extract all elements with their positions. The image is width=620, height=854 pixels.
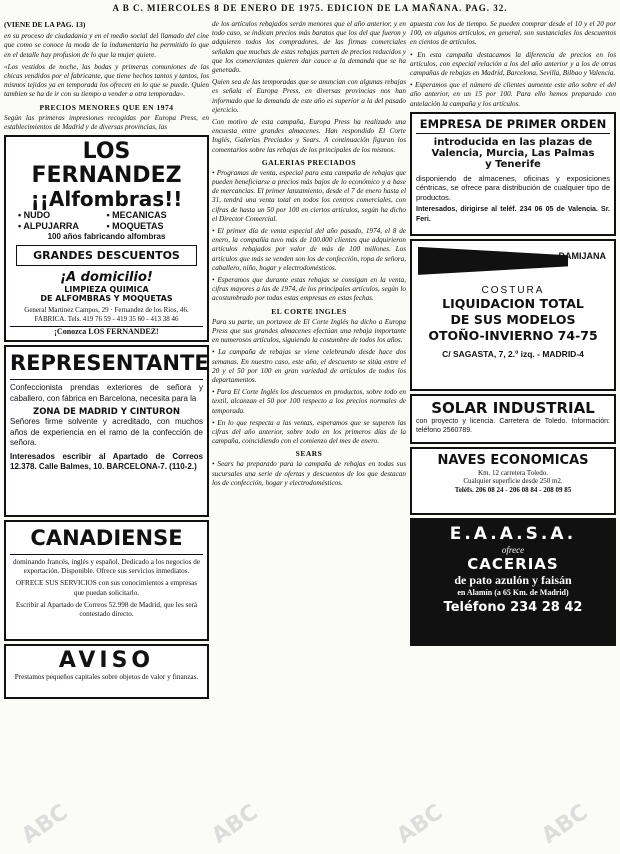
column-left (4, 20, 209, 702)
ad-items (10, 210, 203, 232)
article-paragraph: Quien sea de las temporadas que se anuncian con algunas rebajas es señala el Europa Press, en diversas provincias nos han informado que la demanda de este año es superior a la del pasado ejercicio. (212, 78, 406, 114)
article-paragraph: Según las primeras impresiones recogidas por Europa Press, en establecimientos de Madrid y de diversas provincias, las (4, 113, 209, 131)
article-paragraph: Para su parte, un portavoz de El Corte Inglés ha dicho a Europa Press que sus grandes almacenes efectúan una rebaja importante en numerosos artículos, siguiendo la costumbre de todos los años. (212, 317, 406, 345)
ad-title: REPRESENTANTE (10, 351, 209, 376)
ad-line: y Tenerife (485, 158, 541, 170)
article-paragraph: • Esperamos que el número de clientes aumente este año sobre el del año anterior, en un 15 por 100. Para ello hemos preparado con antelación la campaña y los artículos. (410, 81, 616, 108)
article-paragraph: • La campaña de rebajas se viene celebrando desde hace dos semanas. En nuestro caso, este año, el descuento se sitúa entre el 20 y el 50 por 100 en gran variedad de artículos de todos los departamentos. (212, 348, 406, 384)
ad-item: • NUDO (18, 210, 51, 221)
ad-service: LIMPIEZA QUIMICA (64, 285, 149, 295)
watermark: ABC (392, 799, 448, 850)
ad-text: Señores firme solvente y acreditado, con muchos años de experiencia en el ramo de la confección de señora. (10, 417, 203, 448)
ad-text: OFRECE SUS SERVICIOS con sus conocimientos a empresas que puedan solicitarlo. (15, 579, 198, 597)
article-paragraph: de los artículos rebajados serán menores que el año anterior, y en todo caso, se indican precios más baratos que los del que fueron y adquieren todos los compradores, de las firmas comerciales señalan que muchas de estas rebajas parten de precios reducidos y que los comerciantes quieren dar cauce a la demanda que se ha generado. (212, 20, 406, 75)
brand-logo-shape (418, 247, 568, 275)
ad-subtitle: ¡¡Alfombras!! (30, 187, 183, 212)
continued-label: (VIENE DE LA PAG. 13) (4, 20, 86, 29)
column-right (410, 20, 616, 649)
ad-line: LIQUIDACION TOTAL (442, 295, 584, 311)
ad-line: Cualquier superficie desde 250 m2. (463, 477, 563, 486)
ad-title: CANADIENSE (30, 526, 183, 551)
ad-aviso (4, 644, 209, 699)
ad-line: Km. 12 carretera Toledo. (478, 468, 548, 477)
section-heading: GALERIAS PRECIADOS (261, 157, 357, 167)
ad-address: General Martinez Campos, 29 · Fernandez de los Rios, 46. FABRICA. Tels. 419 76 59 - 419 35 60 - 413 38 46 (24, 306, 189, 323)
ad-phone: Teléfono 234 28 42 (443, 599, 583, 615)
ad-naves (410, 447, 616, 515)
ad-line: COSTURA (481, 284, 545, 296)
section-heading: EL CORTE INGLES (271, 306, 347, 316)
ad-line: en Alamín (a 65 Km. de Madrid) (457, 587, 569, 597)
ad-phones: Teléfs. 206 08 24 - 206 08 84 - 208 09 85 (454, 486, 572, 495)
ad-representante (4, 345, 209, 517)
ad-item: • ALPUJARRA (18, 221, 79, 232)
ad-slogan: ¡Conozca LOS FERNANDEZ! (10, 326, 203, 336)
ad-line: introducida en las plazas de (433, 136, 593, 148)
ad-text: Confeccionista prendas exteriores de señora y caballero, con fábrica en Barcelona, necesita para la (10, 383, 203, 403)
article-paragraph: • En esta campaña destacamos la diferencia de precios en los artículos, con especial relación a los del año anterior y a los de otras campañas de rebajas en Madrid, Barcelona, Sevilla, Bilbao y Valencia. (410, 50, 616, 78)
ad-eaasa (410, 518, 616, 646)
ad-item: • MECANICAS (106, 210, 167, 221)
ad-title: EMPRESA DE PRIMER ORDEN (416, 117, 610, 134)
ad-title: E.A.A.S.A. (449, 523, 577, 544)
ad-line: CACERIAS (467, 554, 559, 573)
ad-promo: GRANDES DESCUENTOS (16, 245, 197, 266)
ad-title: LOS FERNANDEZ (31, 139, 182, 189)
article-paragraph: • Para El Corte Inglés los descuentos en productos, sobre todo en textil, alcanzan el 50 por 100 respecto a los precios normales de temporada. (212, 388, 406, 415)
column-middle (212, 20, 406, 491)
ad-line: OTOÑO-INVIERNO 74-75 (428, 327, 598, 343)
article-paragraph: • El primer día de venta especial del año pasado, 1974, el 8 de enero, la compañía tuvo más de 100.000 clientes que adquirieron artículos rebajados por valor de más de 100 millones. Los artículos que más se venden son los de confección, ropa de señora, caballero, niño, hogar y electrodomésticos. (212, 227, 406, 272)
ad-title: SOLAR INDUSTRIAL (431, 398, 595, 417)
ad-domicilio: ¡A domicilio! (60, 270, 153, 286)
ad-text: disponiendo de almacenes, oficinas y exposiciones céntricas, se ofrece para distribución de cualquier tipo de productos. (416, 173, 610, 202)
section-heading: SEARS (295, 449, 323, 459)
ad-empresa (410, 112, 616, 236)
article-paragraph: • Esperamos que durante estas rebajas se consigan en la venta, cifras mayores a las de 1974, de los principales artículos, según lo acostumbrado por todas estas empresas en estas fechas. (212, 276, 406, 303)
article-paragraph: • Sears ha preparado para la campaña de rebajas en todas sus sucursales una serie de ofertas y descuentos de los que destacan los de confección, hogar y electrodomésticos. (212, 460, 406, 487)
ad-text: dominando francés, inglés y español. Dedicado a los negocios de exportación. Disponible. Ofrece sus servicios inmediatos. (12, 558, 201, 576)
ad-title: NAVES ECONOMICAS (437, 452, 589, 468)
ad-contact: Interesados escribir al Apartado de Correos 12.378. Calle Balmes, 10. BARCELONA-7. (110-2.) (10, 451, 203, 472)
article-paragraph: «Los vestidos de noche, las bodas y primeras comuniones de las chicas vendidos por el fabricante, que tiene hechos tantos y tantos, los mismos tejidos ya en temporada los ofrecen en lo que se puede. Quien tambien se ha de ir con su tiempo a vender a otra temporada». (4, 62, 209, 99)
ad-line: Valencia, Murcia, Las Palmas (431, 147, 595, 159)
ad-line: DE SUS MODELOS (450, 311, 576, 327)
ad-line: ofrece (501, 544, 525, 555)
ad-text: con proyecto y licencia. Carretera de Toledo. Información: teléfono 2560789. (416, 417, 610, 434)
ad-solar (410, 394, 616, 444)
ad-title: AVISO (58, 648, 155, 674)
ad-tagline: 100 años fabricando alfombras (47, 232, 166, 242)
watermark: ABC (207, 799, 263, 850)
ad-text: Prestamos pequeños capitales sobre objetos de valor y finanzas. (14, 673, 199, 682)
subheading: PRECIOS MENORES QUE EN 1974 (39, 102, 174, 112)
page-header: A B C. MIERCOLES 8 DE ENERO DE 1975. EDICION DE LA MAÑANA. PAG. 32. (112, 3, 508, 13)
ad-zone: ZONA DE MADRID Y CINTURON (33, 407, 180, 418)
watermark: ABC (17, 799, 73, 850)
ad-address: C/ SAGASTA, 7, 2.º izq. - MADRID-4 (442, 348, 584, 359)
ad-los-fernandez (4, 135, 209, 342)
brand-name: DAMIJANA (558, 250, 606, 261)
ad-item: • MOQUETAS (106, 221, 164, 232)
ad-contact: Interesados, dirigirse al teléf. 234 06 05 de Valencia. Sr. Feri. (416, 206, 610, 223)
article-paragraph: • En lo que respecta a las ventas, esperamos que se superen las cifras del año anterior, sobre todo en los primeros días de la campaña, coincidiendo con el comienzo del mes de enero. (212, 418, 406, 446)
article-paragraph: • Programas de venta, especial para esta campaña de rebajas que pueden beneficiarse a precios más bajos de lo económico y a base de mercancias. El primer lanzamiento, desde el 7 de enero hasta el 31, tendrá una venta total en todos los centros comerciales, con cifras de hasta un 50 por 100 en ciertos artículos, según ha dicho el Director Comercial. (212, 168, 406, 223)
ad-contact: Escribir al Apartado de Correos 52.998 de Madrid, que les será contestado directo. (15, 600, 198, 619)
ad-damijana (410, 239, 616, 391)
ad-line: de pato azulón y faisán (454, 572, 572, 587)
article-paragraph: en su proceso de ciudadania y en el medio social del llamado del cine que como se conoce la moda de la indumentaria ha permitido lo que en el detalle hay profusion de lo que la mujer quiere. (4, 32, 209, 59)
ad-logo (412, 241, 614, 285)
ad-canadiense (4, 520, 209, 641)
article-paragraph: Con motivo de esta campaña, Europa Press ha realizado una encuesta entre grandes almacenes. Han respondido El Corte Inglés, Galerías Preciados y Sears. A continuación figuran los comentarios sobre las rebajas de los principales de los mismos. (212, 118, 406, 154)
ad-service: DE ALFOMBRAS Y MOQUETAS (40, 294, 173, 304)
watermark: ABC (537, 799, 593, 850)
article-paragraph: apuesta con los de tiempo. Se pueden comprar desde el 10 y el 20 por 100, en algunos artículos, en general, son sustanciales los descuentos en cientos de artículos. (410, 20, 616, 47)
